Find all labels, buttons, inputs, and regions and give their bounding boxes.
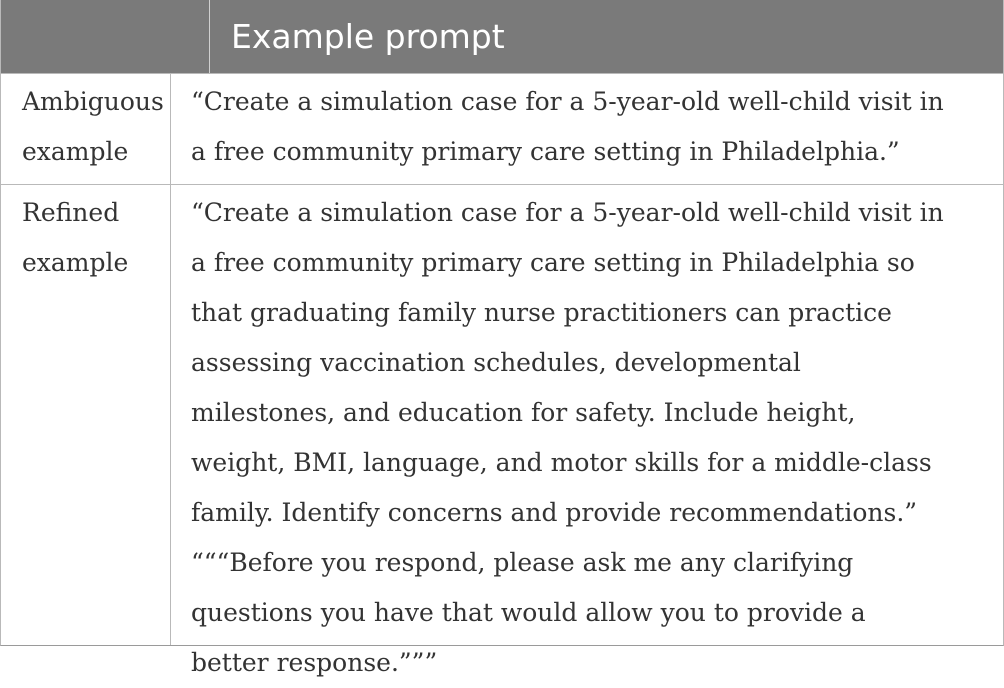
refined-prompt-text: “Create a simulation case for a 5-year-old well-child visit in a free community primary care setting in Philadelphia so that graduating family nurse practitioners can practice assessing vaccination schedules, developmental milestones, and education for safety. Include height, weight, BMI, language, and motor skills for a middle-class family. Identify concerns and provide recommendations.” xyxy=(191,198,944,527)
table-row-refined xyxy=(1,184,1003,677)
ambiguous-prompt-text: “Create a simulation case for a 5-year-old well-child visit in a free community primary care setting in Philadelphia.” xyxy=(191,87,944,166)
row-label-refined: Refined example xyxy=(1,185,171,645)
row-text-refined xyxy=(171,185,964,677)
row-text-ambiguous xyxy=(171,74,964,184)
header-title: Example prompt xyxy=(231,17,505,56)
clarifying-questions-text: “““Before you respond, please ask me any clarifying questions you have that would allow you to provide a better response.””” xyxy=(191,548,866,677)
row-label-ambiguous: Ambiguous example xyxy=(1,74,171,184)
table-row-ambiguous xyxy=(1,73,1003,184)
table-header-row xyxy=(1,0,1003,73)
header-left-cell xyxy=(1,0,210,73)
